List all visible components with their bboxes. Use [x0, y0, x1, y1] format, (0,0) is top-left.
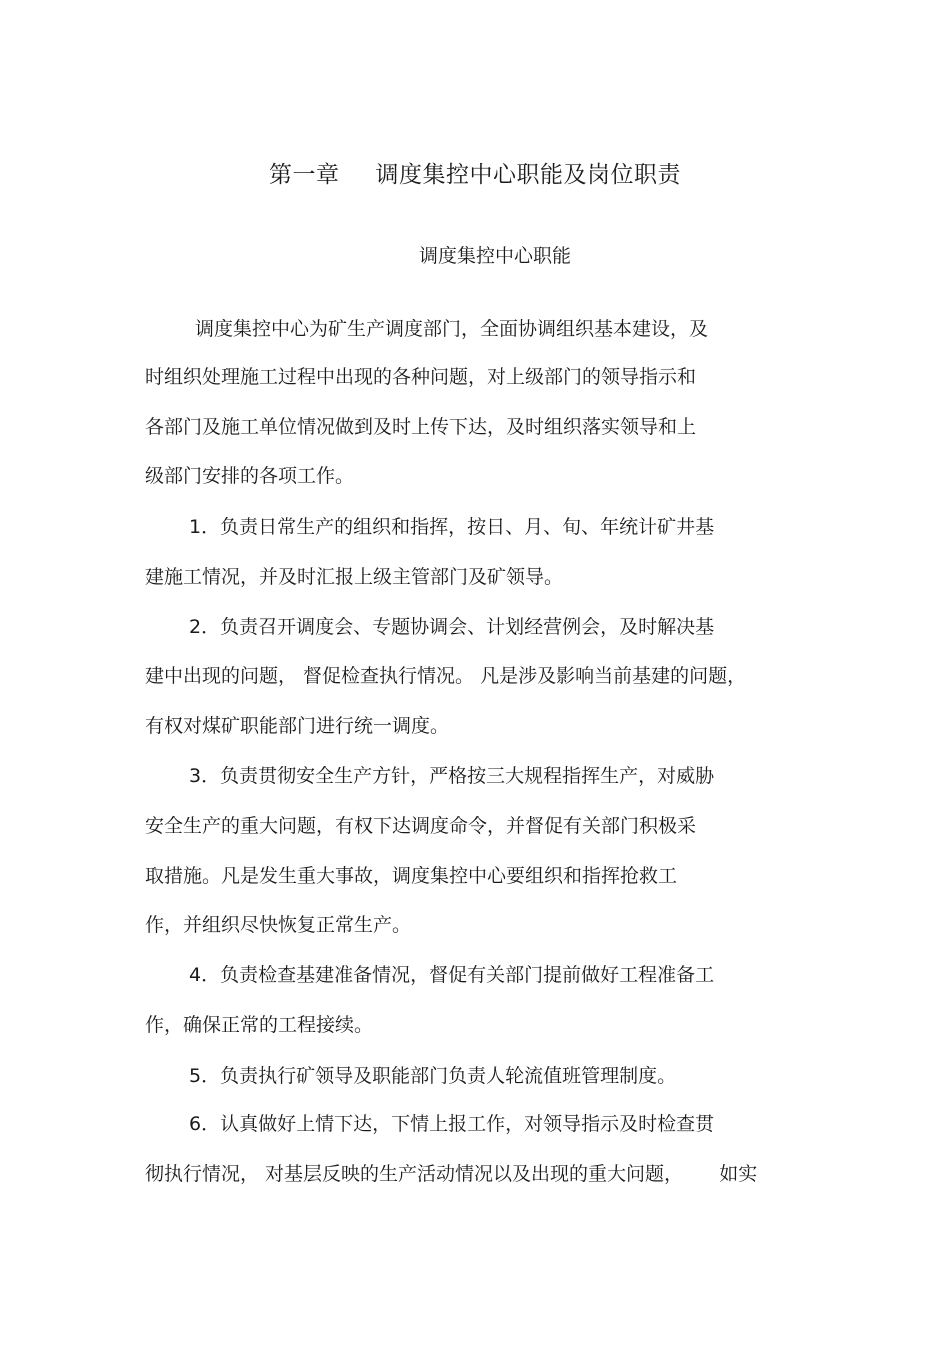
paragraph-line: 级部门安排的各项工作。: [145, 465, 355, 487]
paragraph-line: 作，确保正常的工程接续。: [145, 1014, 374, 1036]
paragraph-line: 调度集控中心为矿生产调度部门，全面协调组织基本建设，及: [195, 318, 709, 340]
paragraph-line: 6．认真做好上情下达，下情上报工作，对领导指示及时检查贯: [189, 1113, 715, 1135]
paragraph-line: 安全生产的重大问题，有权下达调度命令，并督促有关部门积极采: [145, 815, 697, 837]
paragraph-line: 4．负责检查基建准备情况，督促有关部门提前做好工程准备工: [189, 964, 715, 986]
paragraph-line: 2．负责召开调度会、专题协调会、计划经营例会，及时解决基: [189, 616, 715, 638]
section-title: 调度集控中心职能: [418, 245, 571, 267]
chapter-title: [0, 156, 950, 189]
chapter-number: 第一章: [269, 162, 340, 188]
paragraph-line: 3．负责贯彻安全生产方针，严格按三大规程指挥生产，对威胁: [189, 765, 715, 787]
paragraph-line: 各部门及施工单位情况做到及时上传下达，及时组织落实领导和上: [145, 416, 697, 438]
paragraph-line: 建施工情况，并及时汇报上级主管部门及矿领导。: [145, 566, 564, 588]
paragraph-line: 有权对煤矿职能部门进行统一调度。: [145, 715, 450, 737]
paragraph-line: 1．负责日常生产的组织和指挥，按日、月、旬、年统计矿井基: [189, 516, 715, 538]
paragraph-line: 建中出现的问题， 督促检查执行情况。 凡是涉及影响当前基建的问题，: [145, 665, 747, 687]
paragraph-line: 取措施。凡是发生重大事故，调度集控中心要组织和指挥抢救工: [145, 865, 678, 887]
paragraph-line: 5．负责执行矿领导及职能部门负责人轮流值班管理制度。: [189, 1065, 677, 1087]
paragraph-line: 彻执行情况， 对基层反映的生产活动情况以及出现的重大问题， 如实: [145, 1163, 758, 1185]
chapter-name: 调度集控中心职能及岗位职责: [375, 162, 681, 188]
paragraph-line: 时组织处理施工过程中出现的各种问题，对上级部门的领导指示和: [145, 366, 697, 388]
paragraph-line: 作，并组织尽快恢复正常生产。: [145, 914, 412, 936]
